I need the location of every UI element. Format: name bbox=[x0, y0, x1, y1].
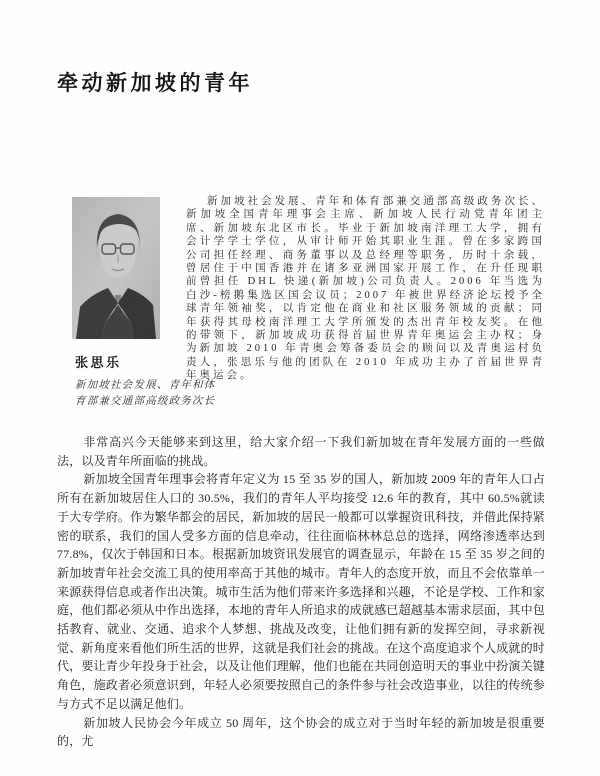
speech-body bbox=[57, 433, 545, 751]
portrait-photo bbox=[72, 197, 160, 339]
page-title: 牵动新加坡的青年 bbox=[57, 71, 253, 95]
person-role-line-2: 育部兼交通部高级政务次长 bbox=[75, 396, 216, 407]
body-paragraph-1: 非常高兴今天能够来到这里，给大家介绍一下我们新加坡在青年发展方面的一些做法，以及青年所面临的挑战。 bbox=[57, 435, 545, 468]
person-role bbox=[75, 378, 232, 410]
profile-section bbox=[57, 195, 545, 407]
person-role-line-1: 新加坡社会发展、青年和体 bbox=[75, 380, 216, 391]
person-name: 张思乐 bbox=[75, 355, 122, 370]
photo-block bbox=[72, 197, 232, 410]
bio-paragraph: 新加坡社会发展、青年和体育部兼交通部高级政务次长、新加坡全国青年理事会主席、新加坡人民行动党青年团主席、新加坡东北区市长。毕业于新加坡南洋理工大学，拥有会计学学士学位，从审计师开始其职业生涯。曾在多家跨国公司担任经理、商务董事以及总经理等职务，历时十余载，曾居住于中国香港并在诸多亚洲国家开展工作，在升任现职前曾担任 DHL 快递(新加坡)公司负责人。2006 年当选为白沙-榜鹅集选区国会议员；2007 年被世界经济论坛授予全球青年领袖奖，以肯定他在商业和社区服务领域的贡献；同年获得其母校南洋理工大学所颁发的杰出青年校友奖。在他的带领下，新加坡成功获得首届世界青年奥运会主办权；身为新加坡 2010 年青奥会筹备委员会的顾问以及青奥运村负责人，张思乐与他的团队在 2010 年成功主办了首届世界青年奥运会。 bbox=[186, 196, 545, 382]
body-paragraph-3: 新加坡人民协会今年成立 50 周年，这个协会的成立对于当时年轻的新加坡是很重要的，尤 bbox=[57, 715, 545, 749]
body-paragraph-2: 新加坡全国青年理事会将青年定义为 15 至 35 岁的国人，新加坡 2009 年的青年人口占所有在新加坡居住人口的 30.5%，我们的青年人平均接受 12.6 年的教育，其中 60.5%就读于大专学府。作为繁华都会的居民，新加坡的居民一般都可以掌握资讯科技，并借此保持紧密的联系，我们的国人受多方面的信息牵动，往往面临林林总总的选择，网络渗透率达到 77.8%，仅次于韩国和日本。根据新加坡资讯发展官的调查显示，年龄在 15 至 35 岁之间的新加坡青年社会交流工具的使用率高于其他的城市。青年人的态度开放，而且不会依靠单一来源获得信息或者作出决策。城市生活为他们带来许多选择和兴趣，不论是学校、工作和家庭，他们都必须从中作出选择，本地的青年人所追求的成就感已超越基本需求层面，其中包括教育、就业、交通、追求个人梦想、挑战及改变，让他们拥有新的发挥空间，寻求新视觉、新角度来看他们所生活的世界，这就是我们社会的挑战。在这个高度追求个人成就的时代，要让青少年投身于社会，以及让他们理解，他们也能在共同创造明天的事业中扮演关键角色，施政者必须意识到，年轻人必须要按照自己的条件参与社会改造事业，以往的传统参与方式不足以满足他们。 bbox=[57, 472, 546, 711]
